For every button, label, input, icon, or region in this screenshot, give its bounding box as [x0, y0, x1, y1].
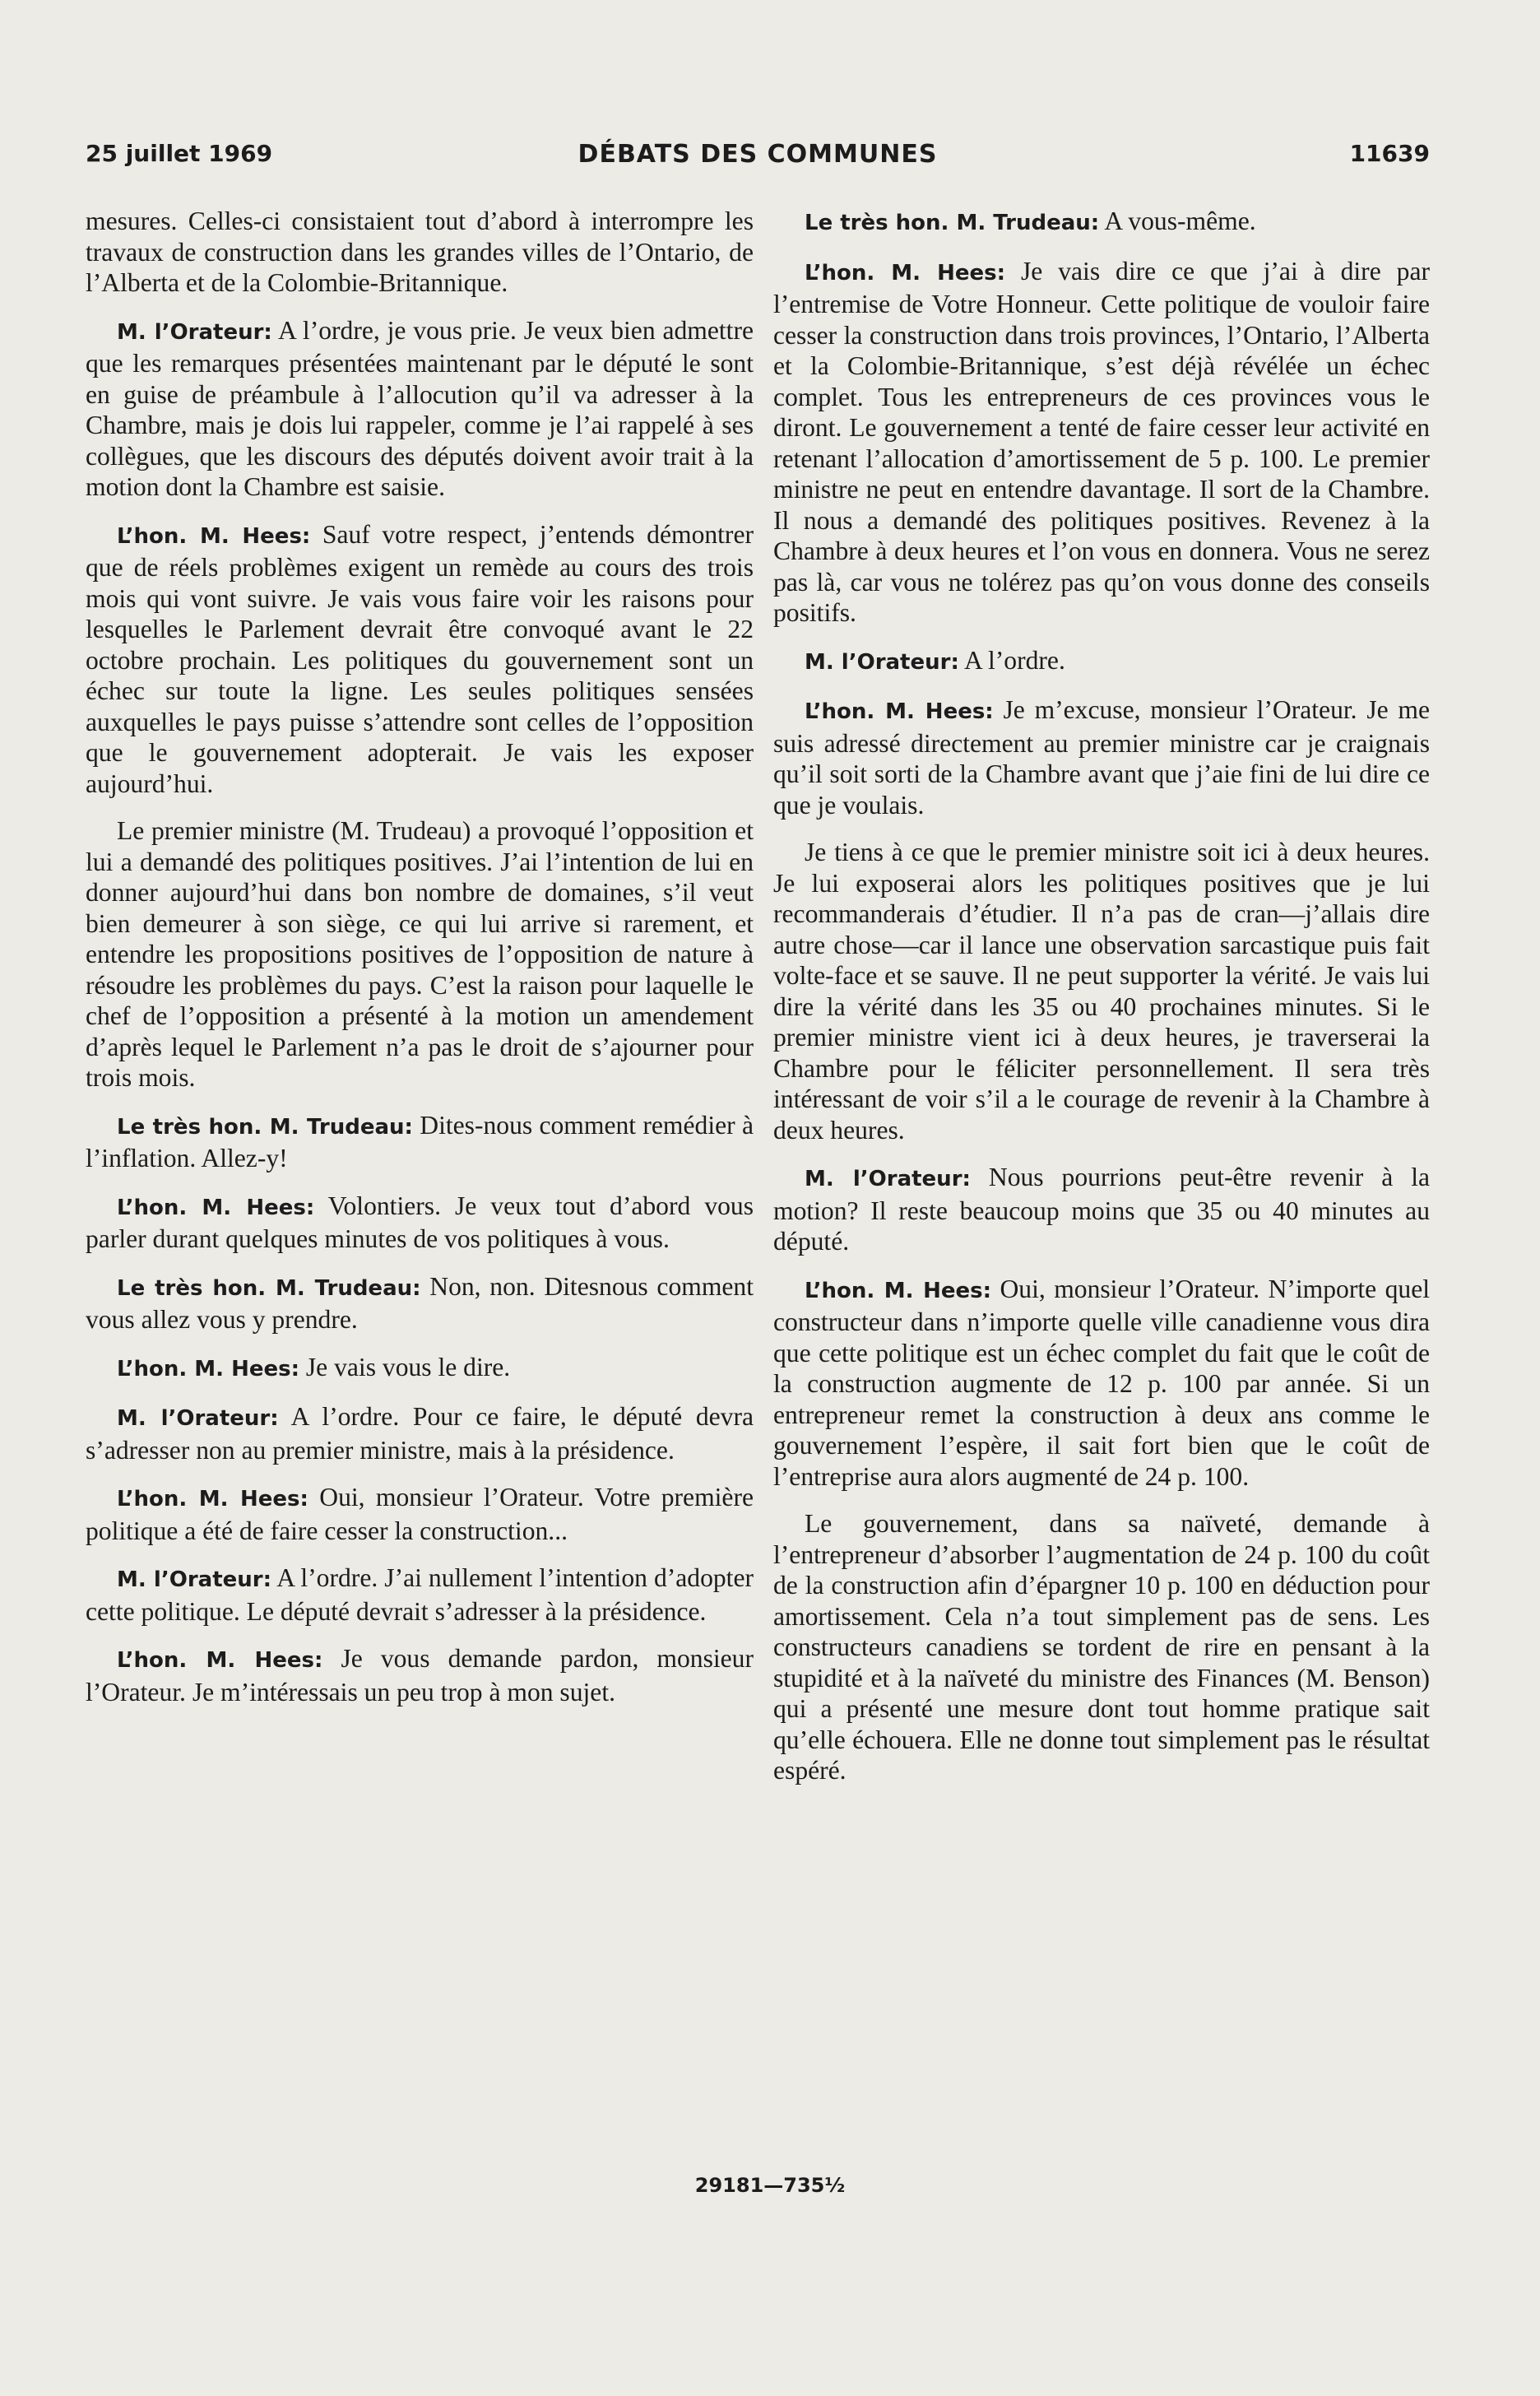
paragraph — [86, 1191, 754, 1255]
paragraph — [86, 1352, 754, 1386]
paragraph-text: Nous pourrions peut-être revenir à la motion? Il reste beaucoup moins que 35 ou 40 minutes au député. — [773, 1163, 1431, 1256]
paragraph-text: Le premier ministre (M. Trudeau) a provoqué l’opposition et lui a demandé des politiques positives. J’ai l’intention de lui en donner aujourd’hui dans bon nombre de domaines, s’il veut bien demeurer à son siège, ce qui lui arrive si rarement, et entendre les propositions positives de l’opposition de nature à résoudre les problèmes du pays. C’est la raison pour laquelle le chef de l’opposition a présenté à la motion un amendement d’après lequel le Parlement n’a pas le droit de s’ajourner pour trois mois. — [86, 816, 754, 1092]
paragraph — [773, 256, 1430, 629]
paragraph-text: Non, non. Ditesnous comment vous allez vous y prendre. — [86, 1271, 754, 1334]
paragraph — [773, 1274, 1430, 1493]
speaker-name: Le très hon. M. Trudeau: — [117, 1275, 421, 1301]
paragraph-text: Je vous demande pardon, monsieur l’Orateur. Je m’intéressais un peu trop à mon sujet. — [86, 1644, 754, 1706]
paragraph-text: A l’ordre. — [964, 645, 1065, 675]
paragraph — [86, 1110, 754, 1174]
speaker-name: L’hon. M. Hees: — [117, 1487, 308, 1511]
speaker-name: M. l’Orateur: — [117, 1567, 271, 1592]
page-header — [86, 140, 1430, 181]
speaker-name: L’hon. M. Hees: — [117, 523, 311, 549]
header-page-number: 11639 — [1349, 140, 1430, 167]
paragraph-text: Dites-nous comment remédier à l’inflation. Allez-y! — [86, 1110, 754, 1172]
paragraph — [86, 1482, 754, 1546]
paragraph — [773, 645, 1430, 679]
speaker-name: M. l’Orateur: — [117, 319, 272, 345]
speaker-name: Le très hon. M. Trudeau: — [117, 1114, 413, 1140]
speaker-name: L’hon. M. Hees: — [805, 1278, 992, 1303]
paragraph-text: A vous-même. — [1104, 207, 1256, 235]
paragraph — [86, 519, 754, 800]
paragraph-text: Oui, monsieur l’Orateur. Votre première politique a été de faire cesser la construction... — [86, 1483, 754, 1545]
paragraph — [773, 1508, 1430, 1786]
paragraph-text: mesures. Celles-ci consistaient tout d’abord à interrompre les travaux de construction dans les grandes villes de l’Ontario, de l’Alberta et de la Colombie-Britannique. — [86, 207, 754, 297]
paragraph-text: Volontiers. Je veux tout d’abord vous parler durant quelques minutes de vos politiques à vous. — [86, 1191, 754, 1253]
paragraph-text: A l’ordre. Pour ce faire, le député devra s’adresser non au premier ministre, mais à la présidence. — [86, 1402, 754, 1465]
paragraph-text: Je vais dire ce que j’ai à dire par l’entremise de Votre Honneur. Cette politique de vouloir faire cesser la construction dans trois provinces, l’Ontario, l’Alberta et la Colombie-Britannique, s’est déjà révélée un échec complet. Tous les entrepreneurs de ces provinces vous le diront. Le gouvernement a tenté de faire cesser leur activité en retenant l’allocation d’amortissement de 5 p. 100. Le premier ministre ne peut en entendre davantage. Il sort de la Chambre. Il nous a demandé des politiques positives. Revenez à la Chambre à deux heures et l’on vous en donnera. Vous ne serez pas là, car vous ne tolérez pas qu’on vous donne des conseils positifs. — [773, 256, 1430, 627]
header-date: 25 juillet 1969 — [86, 140, 273, 167]
paragraph-text: A l’ordre. J’ai nullement l’intention d’adopter cette politique. Le député devrait s’adresser à la présidence. — [86, 1563, 754, 1626]
paragraph — [773, 837, 1430, 1145]
speaker-name: M. l’Orateur: — [805, 1167, 971, 1191]
paragraph-text: Je tiens à ce que le premier ministre soit ici à deux heures. Je lui exposerai alors les politiques positives que je lui recommanderais d’étudier. Il n’a pas de cran—j’allais dire autre chose—car il lance une observation sarcastique puis fait volte-face et se sauve. Il ne peut supporter la vérité. Je vais lui dire la vérité dans les 35 ou 40 prochaines minutes. Si le premier ministre vient ici à deux heures, je traverserai la Chambre pour le féliciter personnellement. Il sera très intéressant de voir s’il a le courage de revenir à la Chambre à deux heures. — [773, 838, 1430, 1145]
speaker-name: L’hon. M. Hees: — [117, 1648, 323, 1673]
paragraph-text: Oui, monsieur l’Orateur. N’importe quel constructeur dans n’importe quelle ville canadienne vous dira que cette politique est un échec complet du fait que le coût de la construction augmente de 12 p. 100 par année. Si un entrepreneur remet la construction à deux ans comme le gouvernement l’espère, il sait fort bien que le coût de l’entreprise aura alors augmenté de 24 p. 100. — [773, 1274, 1430, 1491]
speaker-name: L’hon. M. Hees: — [117, 1195, 315, 1220]
paragraph — [86, 1643, 754, 1707]
paragraph — [86, 206, 754, 299]
paragraph — [86, 1271, 754, 1335]
speaker-name: M. l’Orateur: — [117, 1406, 279, 1431]
header-title: DÉBATS DES COMMUNES — [578, 140, 938, 169]
paragraph-text: Je m’excuse, monsieur l’Orateur. Je me suis adressé directement au premier ministre car je craignais qu’il soit sorti de la Chambre avant que j’aie fini de lui dire ce que je voulais. — [773, 695, 1430, 820]
speaker-name: Le très hon. M. Trudeau: — [805, 211, 1100, 235]
paragraph-text: Je vais vous le dire. — [305, 1352, 511, 1381]
paragraph — [773, 206, 1430, 239]
footer-code: 29181—735½ — [694, 2174, 846, 2197]
paragraph — [86, 1401, 754, 1465]
paragraph — [773, 694, 1430, 820]
left-column — [86, 206, 754, 1724]
speaker-name: L’hon. M. Hees: — [805, 699, 994, 724]
paragraph-text: Le gouvernement, dans sa naïveté, demande à l’entrepreneur d’absorber l’augmentation de 24 p. 100 du coût de la construction afin d’épargner 10 p. 100 en déduction pour amortissement. Cela n’a tout simplement pas de sens. Les constructeurs canadiens se tordent de rire en pensant à la stupidité et à la naïveté du ministre des Finances (M. Benson) qui a présenté une mesure dont tout homme pratique sait qu’elle échouera. Elle ne donne tout simplement pas le résultat espéré. — [773, 1509, 1430, 1785]
paragraph — [773, 1162, 1430, 1257]
paragraph-text: A l’ordre, je vous prie. Je veux bien admettre que les remarques présentées maintenant par le député le sont en guise de préambule à l’allocution qu’il va adresser à la Chambre, mais je dois lui rappeler, comme je l’ai rappelé à ses collègues, que les discours des députés doivent avoir trait à la motion dont la Chambre est saisie. — [86, 315, 754, 501]
paragraph-text: Sauf votre respect, j’entends démontrer que de réels problèmes exigent un remède au cours des trois mois qui vont suivre. Je vais vous faire voir les raisons pour lesquelles le Parlement devrait être convoqué avant le 22 octobre prochain. Les politiques du gouvernement sont un échec sur toute la ligne. Les seules politiques sensées auxquelles le pays puisse s’attendre sont celles de l’opposition que le gouvernement adopterait. Je vais les exposer aujourd’hui. — [86, 519, 754, 798]
speaker-name: M. l’Orateur: — [805, 649, 959, 675]
paragraph — [86, 315, 754, 503]
speaker-name: L’hon. M. Hees: — [117, 1356, 299, 1381]
right-column — [773, 206, 1430, 1803]
paragraph — [86, 815, 754, 1094]
speaker-name: L’hon. M. Hees: — [805, 260, 1006, 286]
paragraph — [86, 1563, 754, 1627]
